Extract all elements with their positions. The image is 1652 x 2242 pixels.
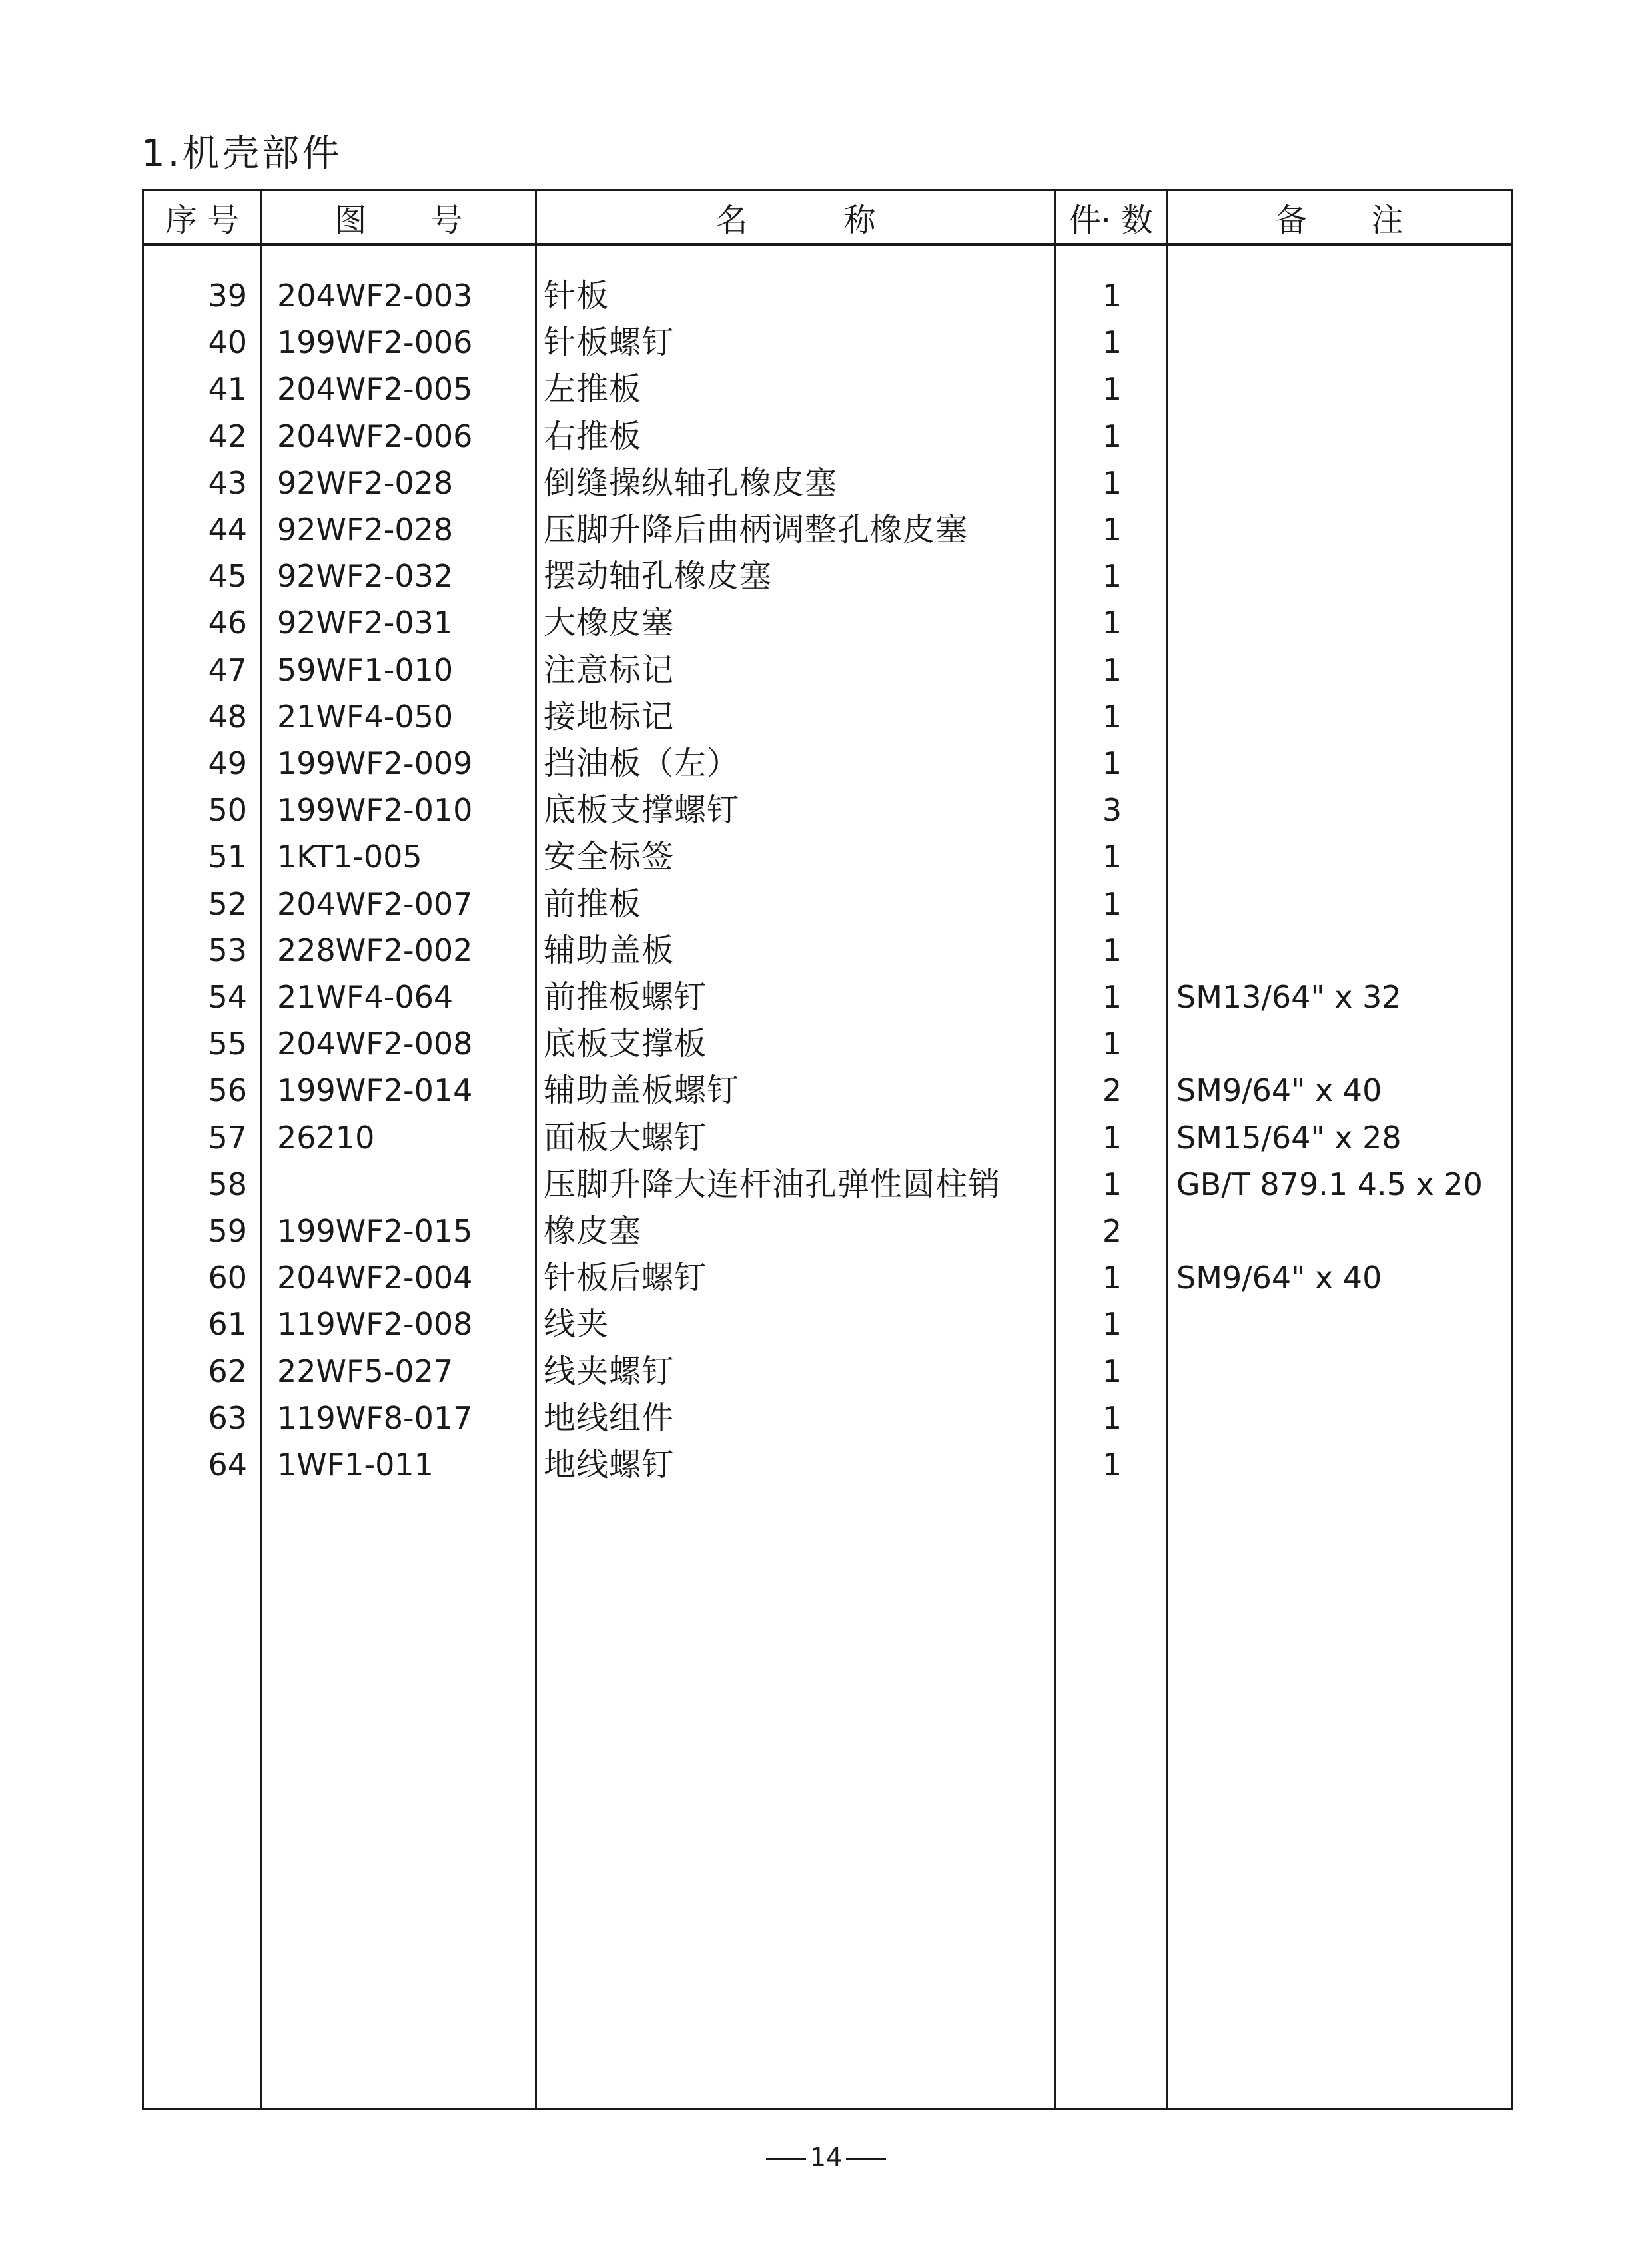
cell-no: 63 <box>208 1399 247 1436</box>
cell-part-number: 204WF2-003 <box>277 278 473 314</box>
header-quantity: 件· 数 <box>1068 201 1154 239</box>
table-row <box>144 1114 1511 1161</box>
table-row <box>144 740 1511 787</box>
cell-part-number: 204WF2-008 <box>277 1026 473 1062</box>
table-row <box>144 1301 1511 1347</box>
cell-name: 压脚升降大连杆油孔弹性圆柱销 <box>544 1165 1001 1203</box>
header-remarks: 备 注 <box>1275 201 1404 239</box>
cell-quantity: 1 <box>1102 932 1122 968</box>
cell-quantity: 1 <box>1102 1447 1122 1483</box>
table-row <box>144 599 1511 646</box>
cell-no: 53 <box>208 932 247 968</box>
table-row <box>144 1254 1511 1301</box>
cell-quantity: 1 <box>1102 324 1122 361</box>
cell-no: 40 <box>208 324 247 361</box>
table-row <box>144 1208 1511 1254</box>
cell-name: 针板后螺钉 <box>544 1259 707 1297</box>
page-footer <box>0 2141 1652 2174</box>
table-row <box>144 1020 1511 1067</box>
cell-name: 前推板螺钉 <box>544 978 707 1016</box>
cell-name: 前推板 <box>544 885 642 923</box>
cell-quantity: 1 <box>1102 1026 1122 1062</box>
table-row <box>144 833 1511 880</box>
cell-name: 橡皮塞 <box>544 1212 642 1250</box>
cell-quantity: 1 <box>1102 464 1122 501</box>
cell-quantity: 1 <box>1102 418 1122 454</box>
cell-no: 39 <box>208 278 247 314</box>
table-row <box>144 413 1511 460</box>
cell-part-number: 204WF2-007 <box>277 885 473 922</box>
cell-remarks: SM13/64" x 32 <box>1176 979 1402 1015</box>
cell-part-number: 204WF2-005 <box>277 371 473 408</box>
cell-name: 挡油板（左） <box>544 745 740 782</box>
cell-no: 54 <box>208 979 247 1015</box>
table-row <box>144 787 1511 833</box>
cell-no: 51 <box>208 839 247 875</box>
cell-name: 线夹螺钉 <box>544 1352 675 1390</box>
cell-name: 右推板 <box>544 417 642 455</box>
cell-part-number: 204WF2-004 <box>277 1260 473 1296</box>
cell-name: 底板支撑板 <box>544 1025 707 1063</box>
cell-quantity: 1 <box>1102 1260 1122 1296</box>
cell-name: 左推板 <box>544 370 642 408</box>
footer-dash-right <box>846 2158 886 2160</box>
table-row <box>144 974 1511 1020</box>
cell-name: 倒缝操纵轴孔橡皮塞 <box>544 464 838 502</box>
cell-part-number: 119WF8-017 <box>277 1399 473 1436</box>
cell-part-number: 228WF2-002 <box>277 932 473 968</box>
cell-name: 压脚升降后曲柄调整孔橡皮塞 <box>544 511 969 548</box>
cell-part-number: 199WF2-010 <box>277 792 473 829</box>
cell-remarks: SM9/64" x 40 <box>1176 1260 1382 1296</box>
cell-no: 59 <box>208 1213 247 1249</box>
cell-no: 52 <box>208 885 247 922</box>
cell-part-number: 1KT1-005 <box>277 839 422 875</box>
cell-no: 42 <box>208 418 247 454</box>
table-row <box>144 1067 1511 1114</box>
cell-part-number: 92WF2-031 <box>277 605 454 641</box>
header-name: 名 称 <box>715 201 876 239</box>
cell-name: 面板大螺钉 <box>544 1118 707 1156</box>
cell-quantity: 1 <box>1102 1119 1122 1156</box>
cell-quantity: 1 <box>1102 558 1122 595</box>
table-row <box>144 881 1511 927</box>
cell-quantity: 1 <box>1102 1306 1122 1343</box>
cell-no: 44 <box>208 512 247 548</box>
table-row <box>144 506 1511 553</box>
cell-no: 61 <box>208 1306 247 1343</box>
cell-name: 针板 <box>544 277 610 314</box>
cell-quantity: 1 <box>1102 512 1122 548</box>
table-row <box>144 647 1511 693</box>
cell-name: 针板螺钉 <box>544 324 675 362</box>
table-row <box>144 1441 1511 1488</box>
cell-name: 辅助盖板 <box>544 931 675 969</box>
cell-part-number: 22WF5-027 <box>277 1353 454 1389</box>
table-row <box>144 927 1511 974</box>
cell-quantity: 2 <box>1102 1213 1122 1249</box>
cell-part-number: 199WF2-009 <box>277 745 473 781</box>
header-part-number: 图 号 <box>334 201 463 239</box>
cell-name: 安全标签 <box>544 838 675 876</box>
cell-part-number: 119WF2-008 <box>277 1306 473 1343</box>
cell-no: 48 <box>208 698 247 735</box>
section-title: 1.机壳部件 <box>141 132 342 175</box>
footer-dash-left <box>766 2158 806 2160</box>
cell-part-number: 199WF2-014 <box>277 1072 473 1109</box>
cell-name: 辅助盖板螺钉 <box>544 1072 740 1110</box>
table-row <box>144 1161 1511 1208</box>
table-row <box>144 553 1511 599</box>
cell-part-number: 21WF4-064 <box>277 979 454 1015</box>
cell-no: 46 <box>208 605 247 641</box>
table-row <box>144 1348 1511 1395</box>
cell-no: 62 <box>208 1353 247 1389</box>
cell-remarks: SM15/64" x 28 <box>1176 1119 1402 1156</box>
cell-no: 55 <box>208 1026 247 1062</box>
cell-quantity: 1 <box>1102 1353 1122 1389</box>
cell-name: 线夹 <box>544 1306 610 1343</box>
cell-remarks: GB/T 879.1 4.5 x 20 <box>1176 1166 1483 1202</box>
parts-table <box>142 189 1513 2110</box>
cell-part-number: 204WF2-006 <box>277 418 473 454</box>
table-row <box>144 272 1511 319</box>
cell-part-number: 199WF2-015 <box>277 1213 473 1249</box>
cell-name: 摆动轴孔橡皮塞 <box>544 558 773 595</box>
cell-name: 地线螺钉 <box>544 1446 675 1483</box>
table-row <box>144 693 1511 740</box>
cell-part-number: 21WF4-050 <box>277 698 454 735</box>
table-row <box>144 366 1511 412</box>
cell-quantity: 1 <box>1102 839 1122 875</box>
cell-part-number: 92WF2-028 <box>277 464 454 501</box>
page-number: 14 <box>809 2143 843 2172</box>
cell-part-number: 92WF2-028 <box>277 512 454 548</box>
cell-no: 57 <box>208 1119 247 1156</box>
cell-no: 47 <box>208 651 247 688</box>
cell-part-number: 26210 <box>277 1119 375 1156</box>
cell-remarks: SM9/64" x 40 <box>1176 1072 1382 1109</box>
cell-no: 56 <box>208 1072 247 1109</box>
header-divider <box>144 243 1511 246</box>
cell-part-number: 199WF2-006 <box>277 324 473 361</box>
cell-no: 49 <box>208 745 247 781</box>
cell-quantity: 1 <box>1102 605 1122 641</box>
cell-quantity: 2 <box>1102 1072 1122 1109</box>
header-no: 序 号 <box>165 201 240 239</box>
cell-quantity: 1 <box>1102 1166 1122 1202</box>
cell-quantity: 1 <box>1102 698 1122 735</box>
cell-name: 大橡皮塞 <box>544 604 675 642</box>
cell-quantity: 1 <box>1102 979 1122 1015</box>
cell-name: 底板支撑螺钉 <box>544 791 740 829</box>
cell-name: 地线组件 <box>544 1399 675 1437</box>
table-row <box>144 319 1511 366</box>
cell-quantity: 1 <box>1102 371 1122 408</box>
cell-no: 50 <box>208 792 247 829</box>
cell-quantity: 1 <box>1102 1399 1122 1436</box>
cell-no: 41 <box>208 371 247 408</box>
table-row <box>144 460 1511 506</box>
cell-quantity: 1 <box>1102 278 1122 314</box>
cell-quantity: 3 <box>1102 792 1122 829</box>
cell-no: 45 <box>208 558 247 595</box>
cell-quantity: 1 <box>1102 745 1122 781</box>
cell-name: 接地标记 <box>544 697 675 735</box>
cell-no: 64 <box>208 1447 247 1483</box>
cell-no: 58 <box>208 1166 247 1202</box>
cell-quantity: 1 <box>1102 651 1122 688</box>
cell-name: 注意标记 <box>544 651 675 689</box>
cell-no: 43 <box>208 464 247 501</box>
cell-part-number: 1WF1-011 <box>277 1447 434 1483</box>
cell-quantity: 1 <box>1102 885 1122 922</box>
cell-part-number: 92WF2-032 <box>277 558 454 595</box>
cell-no: 60 <box>208 1260 247 1296</box>
cell-part-number: 59WF1-010 <box>277 651 454 688</box>
table-row <box>144 1395 1511 1441</box>
